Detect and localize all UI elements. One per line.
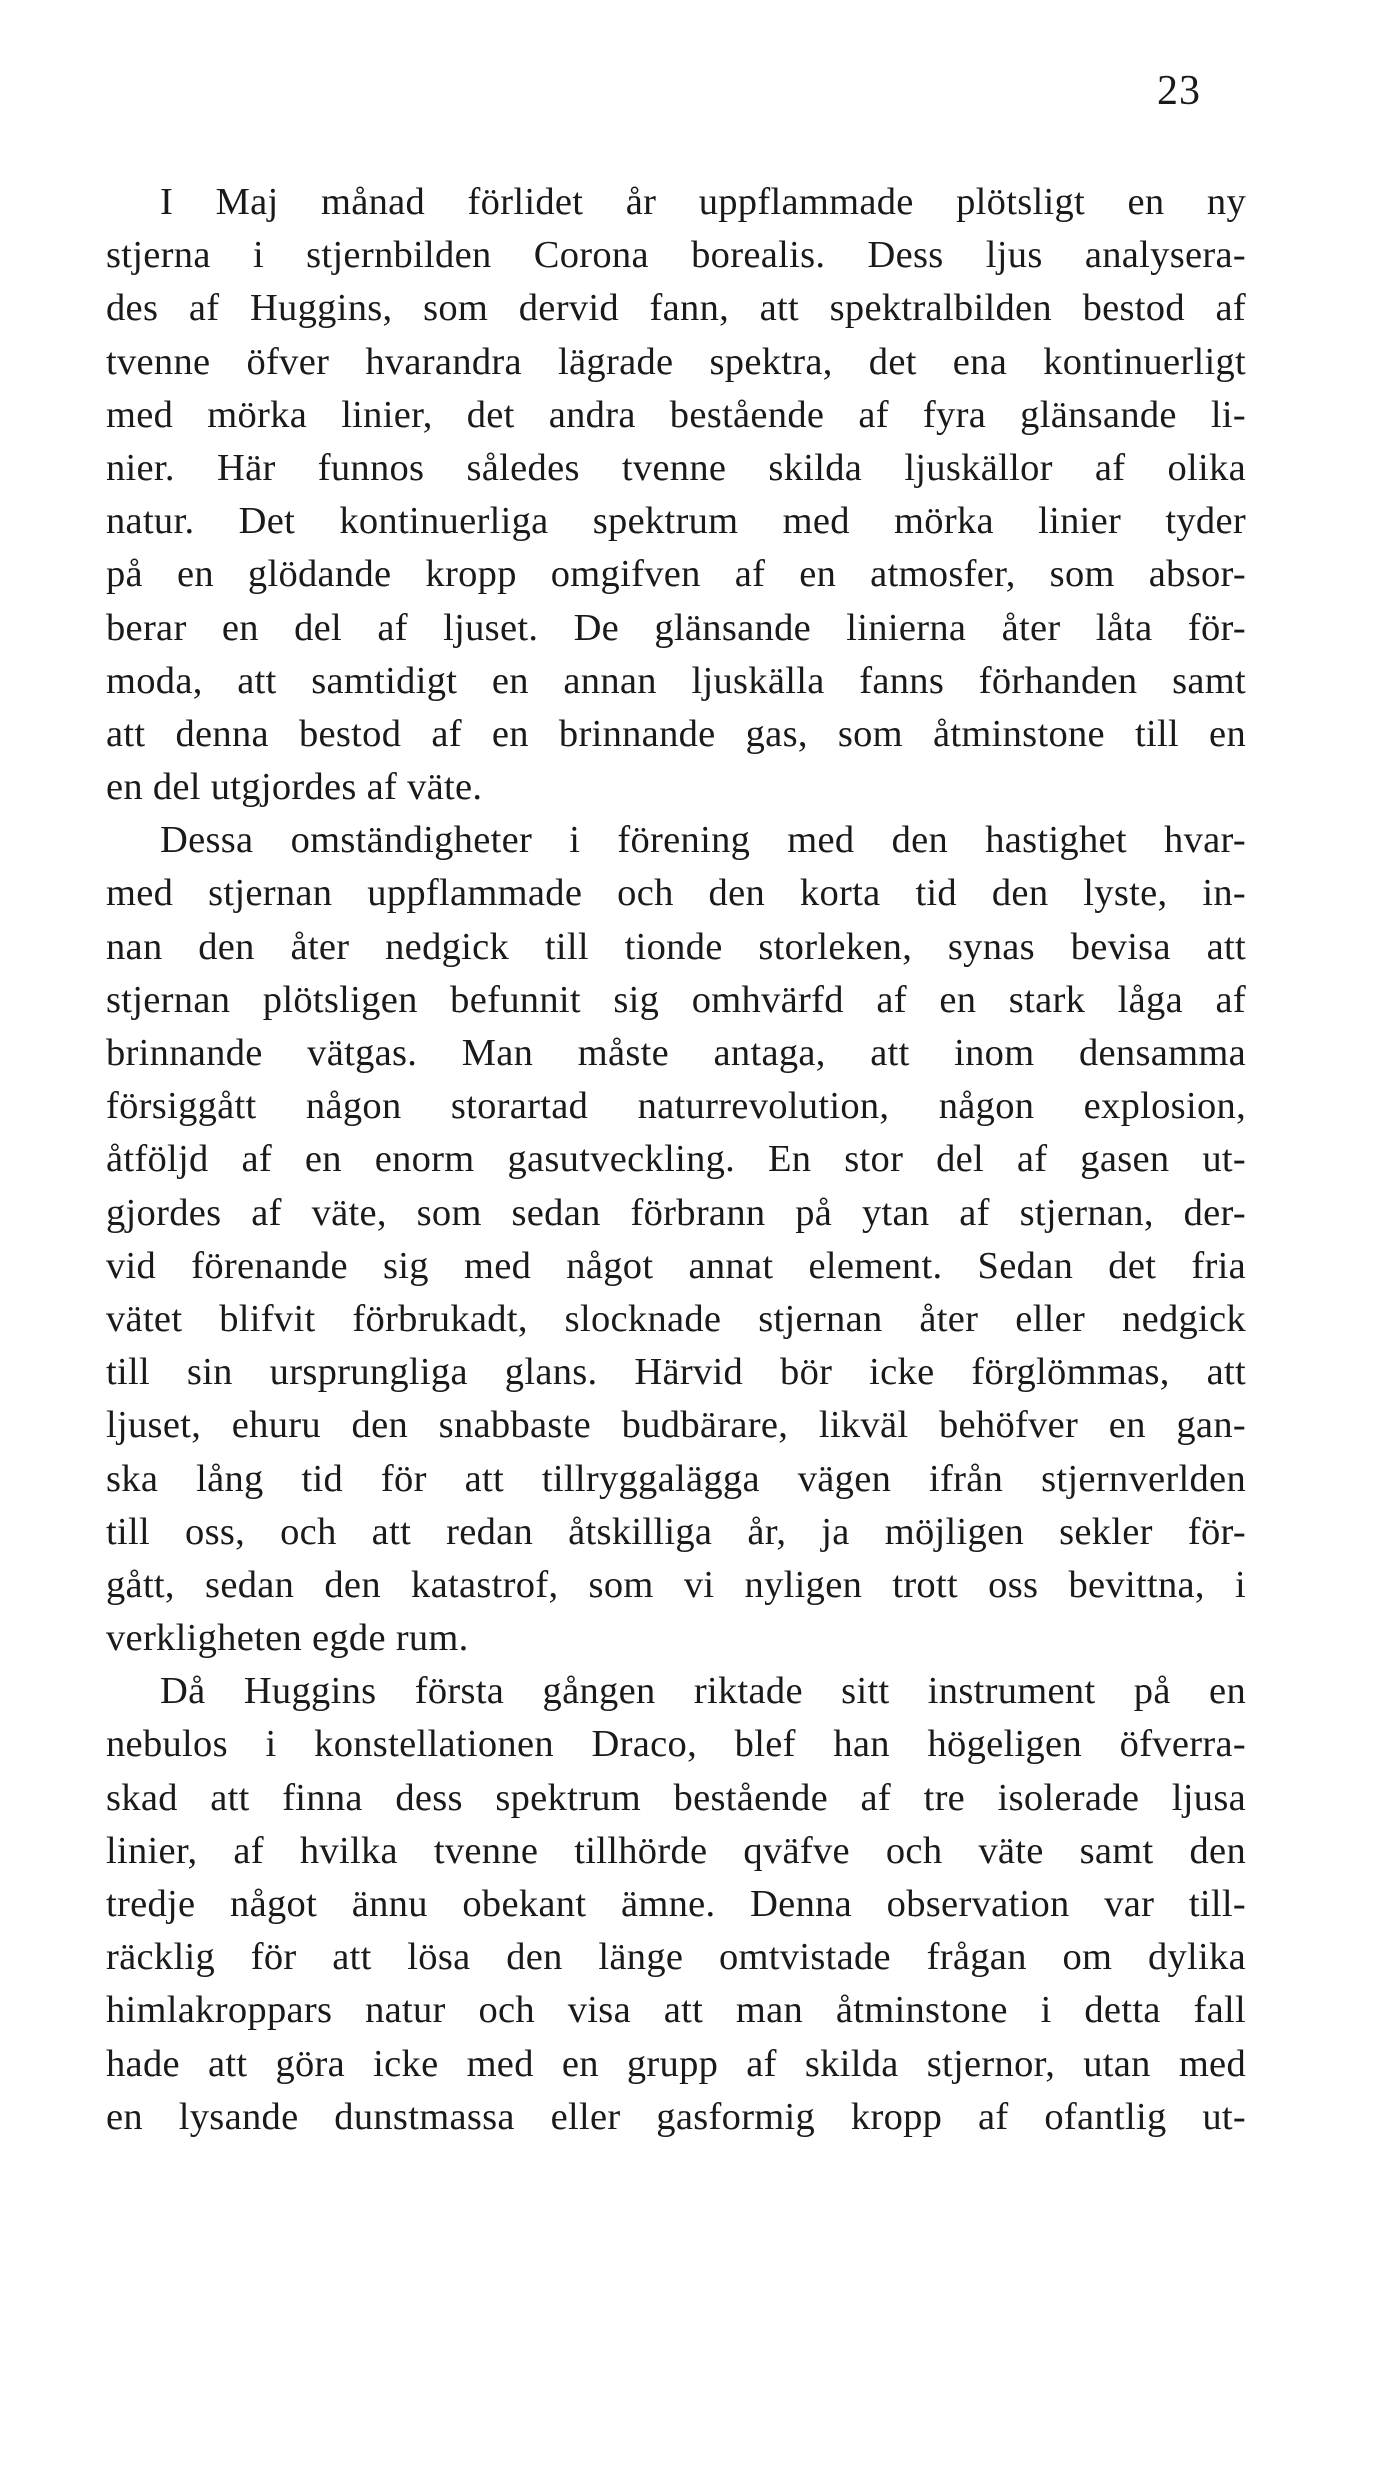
text-line: natur. Det kontinuerliga spektrum med mörka linier tyder (106, 500, 1246, 543)
text-line: linier, af hvilka tvenne tillhörde qväfve och väte samt den (106, 1829, 1246, 1872)
text-line: I Maj månad förlidet år uppflammade plötsligt en ny (160, 181, 1246, 223)
paragraph-2 (106, 814, 1246, 1665)
text-line: en lysande dunstmassa eller gasformig kropp af ofantlig ut- (106, 2095, 1246, 2138)
text-line: ska lång tid för att tillryggalägga vägen ifrån stjernverlden (106, 1457, 1246, 1500)
text-line: försiggått någon storartad naturrevolution, någon explosion, (106, 1085, 1246, 1128)
text-line: till sin ursprungliga glans. Härvid bör icke förglömmas, att (106, 1351, 1246, 1394)
text-line: nier. Här funnos således tvenne skilda ljuskällor af olika (106, 446, 1246, 489)
text-line: stjerna i stjernbilden Corona borealis. Dess ljus analysera- (106, 234, 1246, 277)
text-line: skad att finna dess spektrum bestående af tre isolerade ljusa (106, 1776, 1246, 1819)
text-line: räcklig för att lösa den länge omtvistade frågan om dylika (106, 1936, 1246, 1979)
text-line: brinnande vätgas. Man måste antaga, att inom densamma (106, 1032, 1246, 1074)
text-line: tredje något ännu obekant ämne. Denna observation var till- (106, 1883, 1246, 1925)
text-line: Då Huggins första gången riktade sitt instrument på en (160, 1670, 1246, 1713)
text-line: ljuset, ehuru den snabbaste budbärare, likväl behöfver en gan- (106, 1404, 1246, 1447)
text-line: verkligheten egde rum. (106, 1617, 469, 1660)
text-line: nebulos i konstellationen Draco, blef han högeligen öfverra- (106, 1723, 1246, 1766)
text-line: på en glödande kropp omgifven af en atmosfer, som absor- (106, 553, 1246, 596)
text-line: Dessa omständigheter i förening med den hastighet hvar- (160, 819, 1246, 862)
text-line: moda, att samtidigt en annan ljuskälla fanns förhanden samt (106, 659, 1246, 702)
text-line: stjernan plötsligen befunnit sig omhvärfd af en stark låga af (106, 978, 1246, 1021)
paragraph-1 (106, 176, 1246, 814)
text-line: hade att göra icke med en grupp af skilda stjernor, utan med (106, 2042, 1246, 2085)
text-line: tvenne öfver hvarandra lägrade spektra, det ena kontinuerligt (106, 340, 1246, 383)
text-line: des af Huggins, som dervid fann, att spektralbilden bestod af (106, 287, 1246, 330)
text-line: vätet blifvit förbrukadt, slocknade stjernan åter eller nedgick (106, 1297, 1246, 1340)
text-line: nan den åter nedgick till tionde storleken, synas bevisa att (106, 925, 1246, 968)
text-line: med stjernan uppflammade och den korta tid den lyste, in- (106, 872, 1246, 915)
body-text (106, 176, 1246, 2144)
paragraph-3 (106, 1665, 1246, 2144)
text-line: vid förenande sig med något annat element. Sedan det fria (106, 1244, 1246, 1287)
text-line: att denna bestod af en brinnande gas, som åtminstone till en (106, 712, 1246, 755)
text-line: med mörka linier, det andra bestående af fyra glänsande li- (106, 393, 1246, 436)
text-line: gjordes af väte, som sedan förbrann på ytan af stjernan, der- (106, 1191, 1246, 1234)
text-line: himlakroppars natur och visa att man åtminstone i detta fall (106, 1989, 1246, 2032)
text-line: en del utgjordes af väte. (106, 766, 483, 809)
text-line: åtföljd af en enorm gasutveckling. En stor del af gasen ut- (106, 1138, 1246, 1181)
page-number: 23 (1157, 68, 1201, 114)
text-line: berar en del af ljuset. De glänsande linierna åter låta för- (106, 606, 1246, 649)
text-line: till oss, och att redan åtskilliga år, ja möjligen sekler för- (106, 1510, 1246, 1553)
text-line: gått, sedan den katastrof, som vi nyligen trott oss bevittna, i (106, 1563, 1246, 1606)
